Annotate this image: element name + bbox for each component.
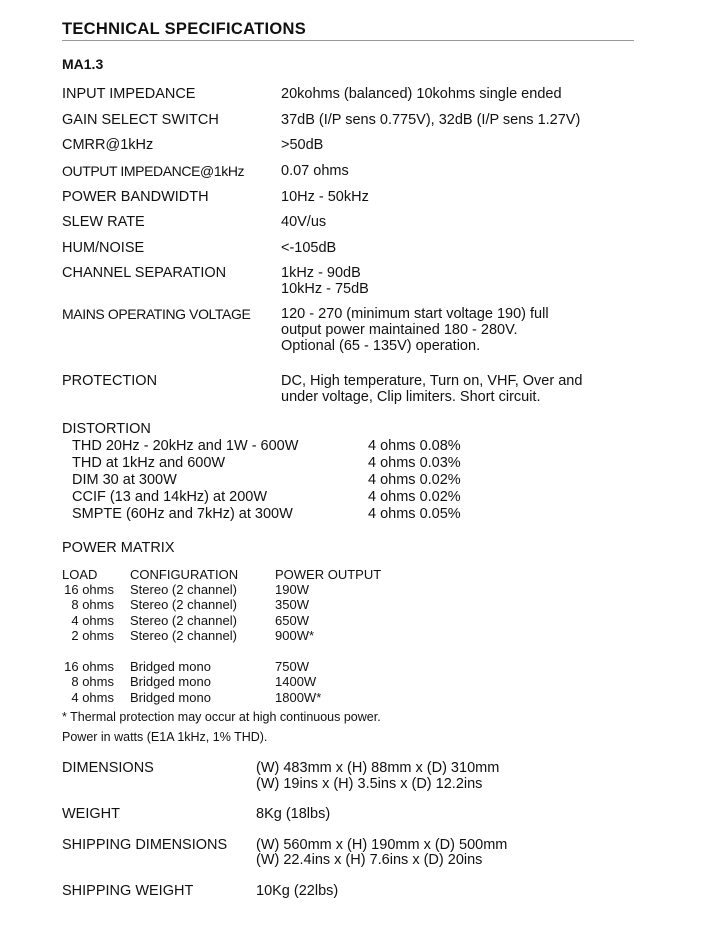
spec-label: HUM/NOISE — [62, 240, 145, 256]
matrix-header-power-output: POWER OUTPUT — [275, 567, 382, 582]
distortion-value: 4 ohms 0.02% — [368, 489, 461, 505]
matrix-load: 16 ohms — [64, 582, 114, 597]
spec-value: 10Hz - 50kHz — [281, 189, 369, 205]
matrix-load: 2 ohms — [71, 628, 114, 643]
matrix-config: Stereo (2 channel) — [130, 613, 237, 628]
matrix-output: 190W — [275, 582, 309, 597]
power-note: Power in watts (E1A 1kHz, 1% THD). — [62, 730, 268, 744]
spec-value: 1kHz - 90dB — [281, 265, 361, 281]
spec-value: 0.07 ohms — [281, 163, 349, 179]
spec-label: WEIGHT — [62, 806, 120, 822]
spec-label: GAIN SELECT SWITCH — [62, 112, 219, 128]
matrix-output: 1800W* — [275, 690, 322, 705]
thermal-note: * Thermal protection may occur at high continuous power. — [62, 710, 381, 724]
title-divider — [62, 40, 634, 41]
matrix-config: Stereo (2 channel) — [130, 582, 237, 597]
matrix-config: Bridged mono — [130, 659, 211, 674]
spec-value: 8Kg (18lbs) — [256, 806, 331, 822]
spec-value: Optional (65 - 135V) operation. — [281, 338, 481, 354]
model-name: MA1.3 — [62, 56, 104, 72]
matrix-output: 650W — [275, 613, 309, 628]
matrix-load: 8 ohms — [71, 674, 114, 689]
spec-value: 10Kg (22lbs) — [256, 883, 339, 899]
spec-value: 20kohms (balanced) 10kohms single ended — [281, 86, 562, 102]
spec-label: INPUT IMPEDANCE — [62, 86, 196, 102]
matrix-config: Stereo (2 channel) — [130, 628, 237, 643]
page-title: TECHNICAL SPECIFICATIONS — [62, 20, 307, 38]
distortion-label: SMPTE (60Hz and 7kHz) at 300W — [72, 506, 293, 522]
distortion-label: THD at 1kHz and 600W — [72, 455, 226, 471]
spec-label: PROTECTION — [62, 373, 158, 389]
matrix-load: 4 ohms — [71, 613, 114, 628]
spec-value: <-105dB — [281, 240, 337, 256]
matrix-load: 16 ohms — [64, 659, 114, 674]
spec-value: 120 - 270 (minimum start voltage 190) full — [281, 306, 549, 322]
distortion-heading: DISTORTION — [62, 421, 151, 437]
spec-label: CMRR@1kHz — [62, 137, 154, 153]
spec-value: 10kHz - 75dB — [281, 281, 369, 297]
spec-label: OUTPUT IMPEDANCE@1kHz — [62, 163, 245, 179]
matrix-load: 8 ohms — [71, 597, 114, 612]
matrix-header-configuration: CONFIGURATION — [130, 567, 239, 582]
spec-value: 37dB (I/P sens 0.775V), 32dB (I/P sens 1.27V) — [281, 112, 581, 128]
spec-label: SHIPPING DIMENSIONS — [62, 837, 228, 853]
spec-label: MAINS OPERATING VOLTAGE — [62, 306, 251, 322]
spec-label: CHANNEL SEPARATION — [62, 265, 227, 281]
spec-value: under voltage, Clip limiters. Short circuit. — [281, 389, 541, 405]
matrix-output: 900W* — [275, 628, 315, 643]
distortion-label: THD 20Hz - 20kHz and 1W - 600W — [72, 438, 299, 454]
spec-value: >50dB — [281, 137, 324, 153]
matrix-config: Stereo (2 channel) — [130, 597, 237, 612]
matrix-config: Bridged mono — [130, 690, 211, 705]
distortion-label: DIM 30 at 300W — [72, 472, 177, 488]
power-matrix-heading: POWER MATRIX — [62, 540, 175, 556]
spec-value: (W) 483mm x (H) 88mm x (D) 310mm — [256, 760, 500, 776]
distortion-value: 4 ohms 0.05% — [368, 506, 461, 522]
spec-value: DC, High temperature, Turn on, VHF, Over and — [281, 373, 583, 389]
distortion-value: 4 ohms 0.03% — [368, 455, 461, 471]
distortion-label: CCIF (13 and 14kHz) at 200W — [72, 489, 268, 505]
distortion-value: 4 ohms 0.02% — [368, 472, 461, 488]
spec-label: SHIPPING WEIGHT — [62, 883, 194, 899]
spec-value: (W) 560mm x (H) 190mm x (D) 500mm — [256, 837, 508, 853]
spec-value: output power maintained 180 - 280V. — [281, 322, 518, 338]
matrix-output: 1400W — [275, 674, 317, 689]
matrix-load: 4 ohms — [71, 690, 114, 705]
matrix-config: Bridged mono — [130, 674, 211, 689]
spec-value: (W) 19ins x (H) 3.5ins x (D) 12.2ins — [256, 776, 483, 792]
spec-label: POWER BANDWIDTH — [62, 189, 209, 205]
distortion-value: 4 ohms 0.08% — [368, 438, 461, 454]
spec-value: (W) 22.4ins x (H) 7.6ins x (D) 20ins — [256, 852, 483, 868]
matrix-header-load: LOAD — [62, 567, 98, 582]
matrix-output: 750W — [275, 659, 309, 674]
spec-label: DIMENSIONS — [62, 760, 154, 776]
spec-label: SLEW RATE — [62, 214, 145, 230]
spec-value: 40V/us — [281, 214, 327, 230]
matrix-output: 350W — [275, 597, 309, 612]
